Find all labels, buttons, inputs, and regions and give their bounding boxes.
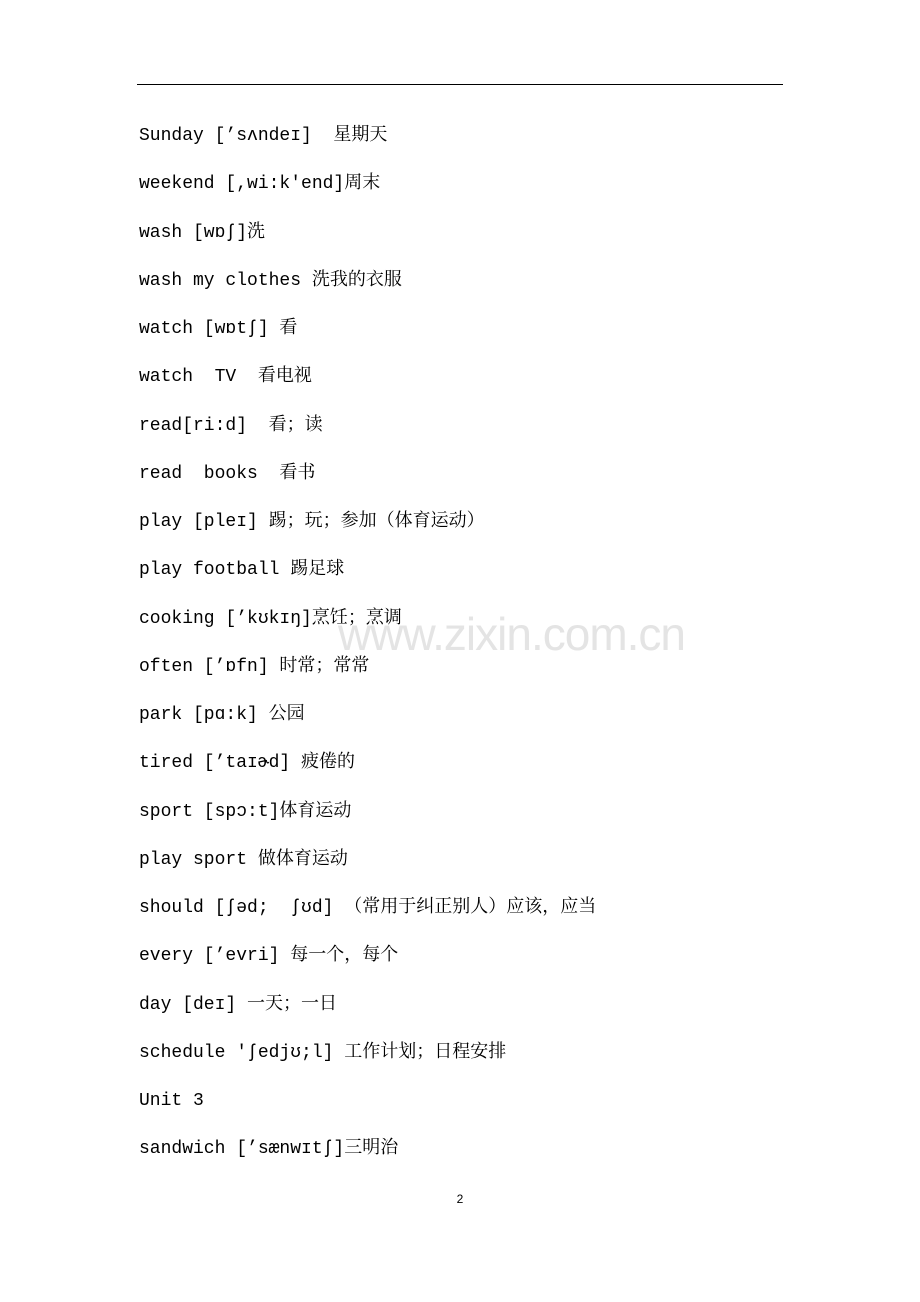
vocab-line: day [deɪ] 一天；一日 xyxy=(139,994,338,1015)
vocab-line: wash my clothes 洗我的衣服 xyxy=(139,270,402,291)
vocab-line: wash [wɒʃ]洗 xyxy=(139,222,266,243)
vocab-line: play [pleɪ] 踢；玩；参加（体育运动） xyxy=(139,512,485,532)
header-rule xyxy=(137,84,783,85)
vocab-line: watch [wɒtʃ] 看 xyxy=(139,319,298,339)
vocab-line: weekend [,wi:k'end]周末 xyxy=(139,174,381,195)
vocab-line: should [ʃəd; ʃʊd] （常用于纠正别人）应该，应当 xyxy=(139,898,597,918)
vocab-line: watch TV 看电视 xyxy=(139,367,312,388)
vocab-line: schedule 'ʃedjʊ;l] 工作计划；日程安排 xyxy=(139,1042,507,1063)
vocab-line: cooking [’kʊkɪŋ]烹饪；烹调 xyxy=(139,608,402,629)
vocab-line: play sport 做体育运动 xyxy=(139,849,348,870)
vocab-line: Sunday [’sʌndeɪ] 星期天 xyxy=(139,126,388,146)
vocabulary-list xyxy=(139,112,779,1174)
vocab-line: sport [spɔ:t]体育运动 xyxy=(139,801,352,822)
watermark: www.zixin.com.cn xyxy=(338,608,685,660)
vocab-line: sandwich [’sænwɪtʃ]三明治 xyxy=(139,1139,399,1160)
vocab-line: play football 踢足球 xyxy=(139,560,345,581)
vocab-line: often [’ɒfn] 时常；常常 xyxy=(139,656,370,677)
vocab-line: park [pɑ:k] 公园 xyxy=(139,705,305,725)
page-number: 2 xyxy=(456,1192,464,1206)
vocab-line: tired [’taɪɚd] 疲倦的 xyxy=(139,753,356,774)
vocab-line: read[ri:d] 看；读 xyxy=(139,415,323,436)
vocab-line: every [’evri] 每一个，每个 xyxy=(139,946,399,967)
vocab-line: read books 看书 xyxy=(139,463,316,484)
unit-heading: Unit 3 xyxy=(139,1091,204,1111)
